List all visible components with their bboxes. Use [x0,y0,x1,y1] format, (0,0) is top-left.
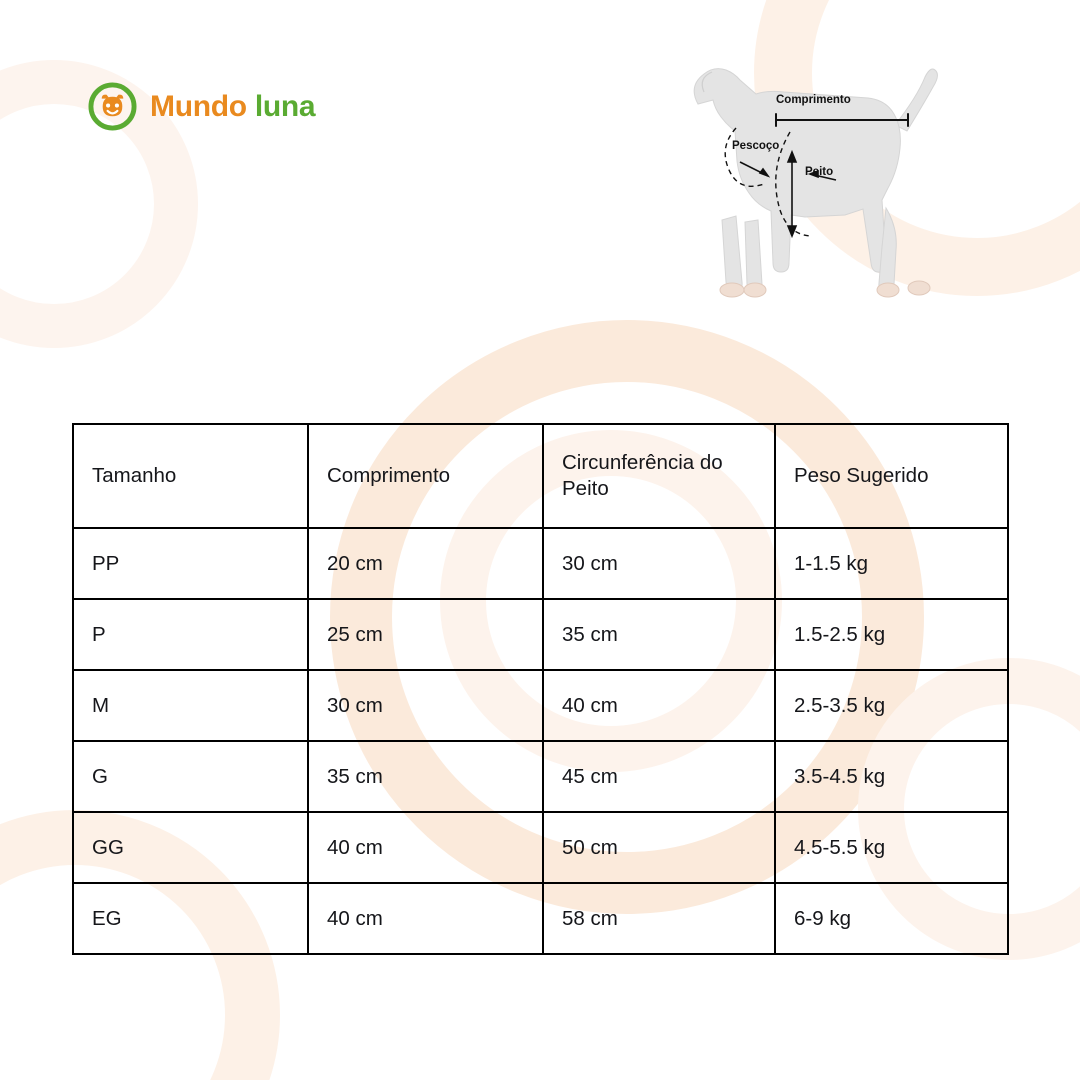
cell-length: 40 cm [308,812,543,883]
size-chart-table [72,423,1009,955]
cell-size: G [73,741,308,812]
cell-weight: 2.5-3.5 kg [775,670,1008,741]
table-row [73,741,1008,812]
table-row [73,883,1008,954]
label-comprimento: Comprimento [776,94,851,106]
table-row [73,812,1008,883]
table-header-row [73,424,1008,528]
column-header-circunferencia-peito: Circunferência do Peito [543,424,775,528]
cell-size: GG [73,812,308,883]
cell-size: PP [73,528,308,599]
cell-chest: 58 cm [543,883,775,954]
column-header-comprimento: Comprimento [308,424,543,528]
brand-logo [88,82,315,131]
cell-weight: 1-1.5 kg [775,528,1008,599]
table-row [73,599,1008,670]
dog-measurement-diagram [640,40,980,330]
label-pescoco: Pescoço [732,140,780,152]
cell-size: EG [73,883,308,954]
cell-weight: 4.5-5.5 kg [775,812,1008,883]
cell-length: 20 cm [308,528,543,599]
dog-face-logo-icon [88,82,137,131]
cell-weight: 6-9 kg [775,883,1008,954]
cell-chest: 45 cm [543,741,775,812]
cell-chest: 30 cm [543,528,775,599]
label-peito: Peito [805,166,834,178]
cell-chest: 40 cm [543,670,775,741]
cell-size: M [73,670,308,741]
brand-name-part2: luna [254,89,316,123]
cell-weight: 3.5-4.5 kg [775,741,1008,812]
cell-chest: 50 cm [543,812,775,883]
cell-length: 30 cm [308,670,543,741]
cell-size: P [73,599,308,670]
cell-weight: 1.5-2.5 kg [775,599,1008,670]
brand-name-part1: Mundo [150,89,247,123]
table-row [73,528,1008,599]
column-header-tamanho: Tamanho [73,424,308,528]
cell-length: 35 cm [308,741,543,812]
cell-chest: 35 cm [543,599,775,670]
column-header-peso-sugerido: Peso Sugerido [775,424,1008,528]
brand-name [150,90,315,124]
cell-length: 40 cm [308,883,543,954]
cell-length: 25 cm [308,599,543,670]
table-row [73,670,1008,741]
